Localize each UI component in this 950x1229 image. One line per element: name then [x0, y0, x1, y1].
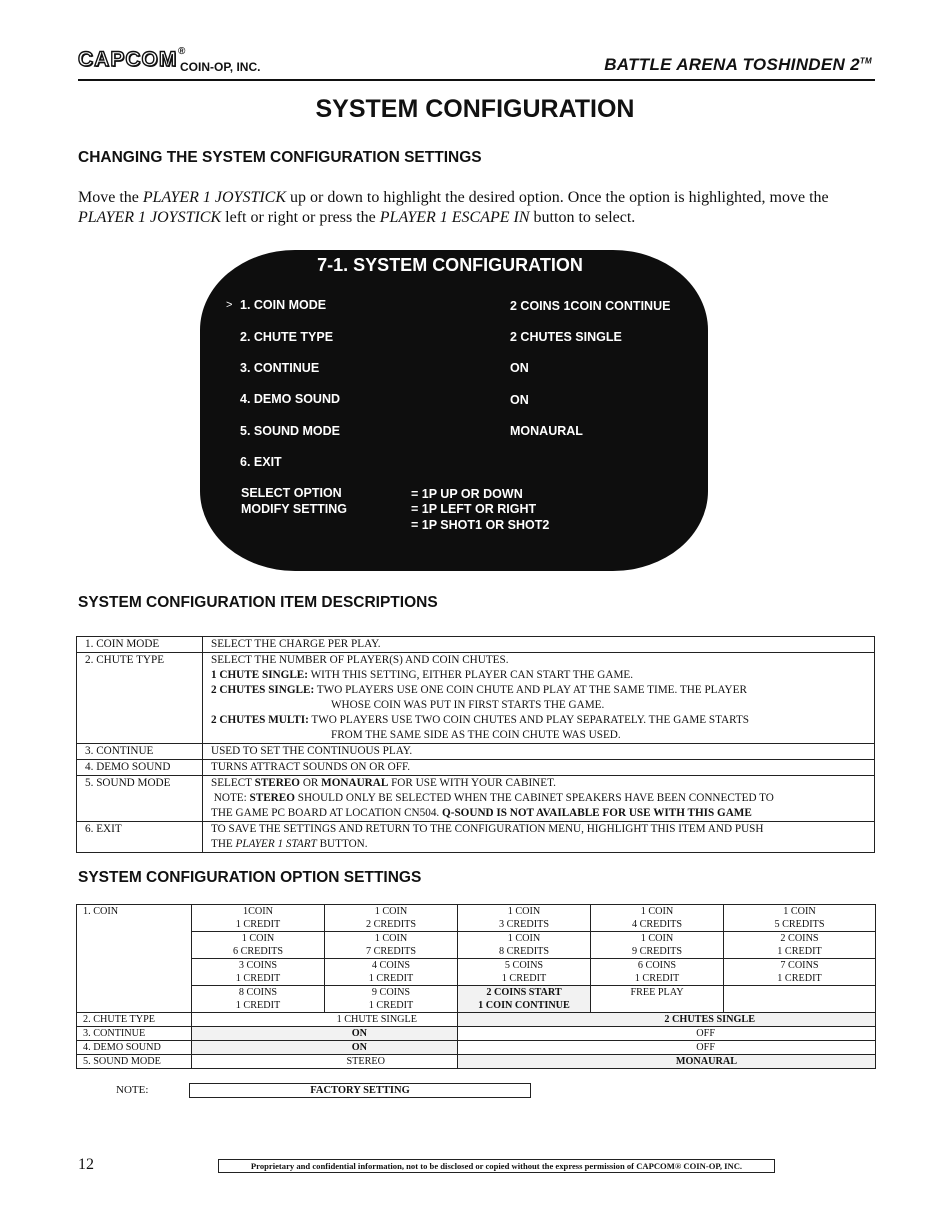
opt-sound-b-factory: MONAURAL — [458, 1055, 876, 1069]
opt-cell-factory: 2 COINS START 1 COIN CONTINUE — [458, 986, 591, 1013]
desc-label-exit: 6. EXIT — [77, 822, 203, 853]
help-select-label: SELECT OPTION — [241, 486, 342, 500]
desc-label-sound-mode: 5. SOUND MODE — [77, 776, 203, 822]
desc-label-demo-sound: 4. DEMO SOUND — [77, 760, 203, 776]
desc-text-chute-type: SELECT THE NUMBER OF PLAYER(S) AND COIN CHUTES. 1 CHUTE SINGLE: WITH THIS SETTING, EITHER PLAYER CAN START THE GAME. 2 CHUTES SINGLE: TWO PLAYERS USE ONE COIN CHUTE AND PLAY AT THE SAME TIME. THE PLAYER WHOSE COIN WAS PUT IN FIRST STARTS THE GAME. 2 CHUTES MULTI: TWO PLAYERS USE TWO COIN CHUTES AND PLAY SEPARATELY. THE GAME STARTS FROM THE SAME SIDE AS THE COIN CHUTE WAS USED. — [203, 653, 875, 744]
table-row — [77, 986, 876, 1013]
desc-text-demo-sound: TURNS ATTRACT SOUNDS ON OR OFF. — [203, 760, 875, 776]
table-row — [77, 653, 875, 744]
table-row — [77, 1027, 876, 1041]
registered-mark: ® — [178, 46, 186, 57]
opt-continue-b: OFF — [458, 1027, 876, 1041]
desc-label-chute-type: 2. CHUTE TYPE — [77, 653, 203, 744]
page-number: 12 — [78, 1156, 94, 1173]
opt-cell: 1 COIN 5 CREDITS — [724, 905, 876, 932]
opt-label-sound-mode: 5. SOUND MODE — [77, 1055, 192, 1069]
opt-cell: 9 COINS 1 CREDIT — [325, 986, 458, 1013]
factory-setting-legend: FACTORY SETTING — [189, 1083, 531, 1098]
game-title: BATTLE ARENA TOSHINDEN 2™ — [604, 55, 872, 74]
table-row — [77, 932, 876, 959]
opt-demo-a-factory: ON — [192, 1041, 458, 1055]
opt-continue-a-factory: ON — [192, 1027, 458, 1041]
desc-label-coin-mode: 1. COIN MODE — [77, 637, 203, 653]
help-shot-value: = 1P SHOT1 OR SHOT2 — [411, 518, 550, 532]
system-config-screen — [200, 250, 708, 571]
option-settings-table — [76, 904, 876, 1069]
opt-cell: 1 COIN 8 CREDITS — [458, 932, 591, 959]
opt-cell: 1 COIN 9 CREDITS — [591, 932, 724, 959]
menu-item-exit[interactable]: 6. EXIT — [240, 455, 282, 469]
opt-label-coin: 1. COIN — [77, 905, 192, 1013]
help-select-value: = 1P UP OR DOWN — [411, 487, 523, 501]
opt-cell: 1 COIN 4 CREDITS — [591, 905, 724, 932]
table-row — [77, 637, 875, 653]
menu-value-continue: ON — [510, 361, 529, 375]
menu-value-coin-mode: 2 COINS 1COIN CONTINUE — [510, 299, 671, 313]
menu-value-chute-type: 2 CHUTES SINGLE — [510, 330, 622, 344]
proprietary-notice: Proprietary and confidential information, not to be disclosed or copied without the express permission of CAPCOM® COIN-OP, INC. — [218, 1159, 775, 1173]
menu-item-coin-mode[interactable]: 1. COIN MODE — [240, 298, 327, 312]
desc-label-continue: 3. CONTINUE — [77, 744, 203, 760]
help-modify-value: = 1P LEFT OR RIGHT — [411, 502, 537, 516]
opt-cell: 4 COINS 1 CREDIT — [325, 959, 458, 986]
company-name: COIN-OP, INC. — [180, 60, 261, 74]
opt-sound-a: STEREO — [192, 1055, 458, 1069]
opt-cell: 6 COINS 1 CREDIT — [591, 959, 724, 986]
table-row — [77, 744, 875, 760]
table-row — [77, 776, 875, 822]
menu-value-demo-sound: ON — [510, 393, 529, 407]
desc-text-continue: USED TO SET THE CONTINUOUS PLAY. — [203, 744, 875, 760]
menu-cursor: > — [226, 299, 233, 311]
opt-label-chute-type: 2. CHUTE TYPE — [77, 1013, 192, 1027]
desc-text-coin-mode: SELECT THE CHARGE PER PLAY. — [203, 637, 875, 653]
menu-item-sound-mode[interactable]: 5. SOUND MODE — [240, 424, 341, 438]
opt-cell: 7 COINS 1 CREDIT — [724, 959, 876, 986]
desc-text-exit: TO SAVE THE SETTINGS AND RETURN TO THE CONFIGURATION MENU, HIGHLIGHT THIS ITEM AND PUSH THE PLAYER 1 START BUTTON. — [203, 822, 875, 853]
opt-cell: 3 COINS 1 CREDIT — [192, 959, 325, 986]
opt-cell-empty — [724, 986, 876, 1013]
opt-cell: 1COIN 1 CREDIT — [192, 905, 325, 932]
opt-cell: 1 COIN 7 CREDITS — [325, 932, 458, 959]
trademark: TM — [859, 56, 872, 66]
table-row — [77, 1055, 876, 1069]
opt-cell: 2 COINS 1 CREDIT — [724, 932, 876, 959]
help-modify-label: MODIFY SETTING — [241, 502, 348, 516]
opt-label-demo-sound: 4. DEMO SOUND — [77, 1041, 192, 1055]
screen-title: 7-1. SYSTEM CONFIGURATION — [317, 255, 583, 275]
table-row — [77, 1041, 876, 1055]
table-row — [77, 1013, 876, 1027]
table-row — [77, 959, 876, 986]
opt-chute-b-factory: 2 CHUTES SINGLE — [458, 1013, 876, 1027]
menu-value-sound-mode: MONAURAL — [510, 424, 583, 438]
menu-item-continue[interactable]: 3. CONTINUE — [240, 361, 320, 375]
opt-cell: 8 COINS 1 CREDIT — [192, 986, 325, 1013]
page-title: SYSTEM CONFIGURATION — [315, 95, 635, 123]
desc-text-sound-mode: SELECT STEREO OR MONAURAL FOR USE WITH YOUR CABINET. NOTE: STEREO SHOULD ONLY BE SELECTED WHEN THE CABINET SPEAKERS HAVE BEEN CONNECTED TO THE GAME PC BOARD AT LOCATION CN504. Q-SOUND IS NOT AVAILABLE FOR USE WITH THIS GAME — [203, 776, 875, 822]
section-heading-descriptions: SYSTEM CONFIGURATION ITEM DESCRIPTIONS — [78, 594, 438, 611]
opt-cell: 5 COINS 1 CREDIT — [458, 959, 591, 986]
menu-item-demo-sound[interactable]: 4. DEMO SOUND — [240, 392, 341, 406]
table-row — [77, 822, 875, 853]
opt-cell: FREE PLAY — [591, 986, 724, 1013]
opt-cell: 1 COIN 3 CREDITS — [458, 905, 591, 932]
opt-chute-a: 1 CHUTE SINGLE — [192, 1013, 458, 1027]
opt-label-continue: 3. CONTINUE — [77, 1027, 192, 1041]
opt-cell: 1 COIN 2 CREDITS — [325, 905, 458, 932]
table-row — [77, 760, 875, 776]
table-row — [77, 905, 876, 932]
section-heading-option-settings: SYSTEM CONFIGURATION OPTION SETTINGS — [78, 869, 422, 886]
note-label: NOTE: — [116, 1084, 149, 1096]
header-rule — [78, 79, 875, 81]
menu-item-chute-type[interactable]: 2. CHUTE TYPE — [240, 330, 334, 344]
intro-paragraph: Move the PLAYER 1 JOYSTICK up or down to highlight the desired option. Once the option is highlighted, move the PLAYER 1 JOYSTICK left or right or press the PLAYER 1 ESCAPE IN button to select. — [78, 189, 829, 226]
section-heading-changing: CHANGING THE SYSTEM CONFIGURATION SETTINGS — [78, 149, 482, 166]
capcom-logo: CAPCOM — [78, 48, 178, 71]
opt-demo-b: OFF — [458, 1041, 876, 1055]
item-descriptions-table — [76, 636, 875, 853]
opt-cell: 1 COIN 6 CREDITS — [192, 932, 325, 959]
